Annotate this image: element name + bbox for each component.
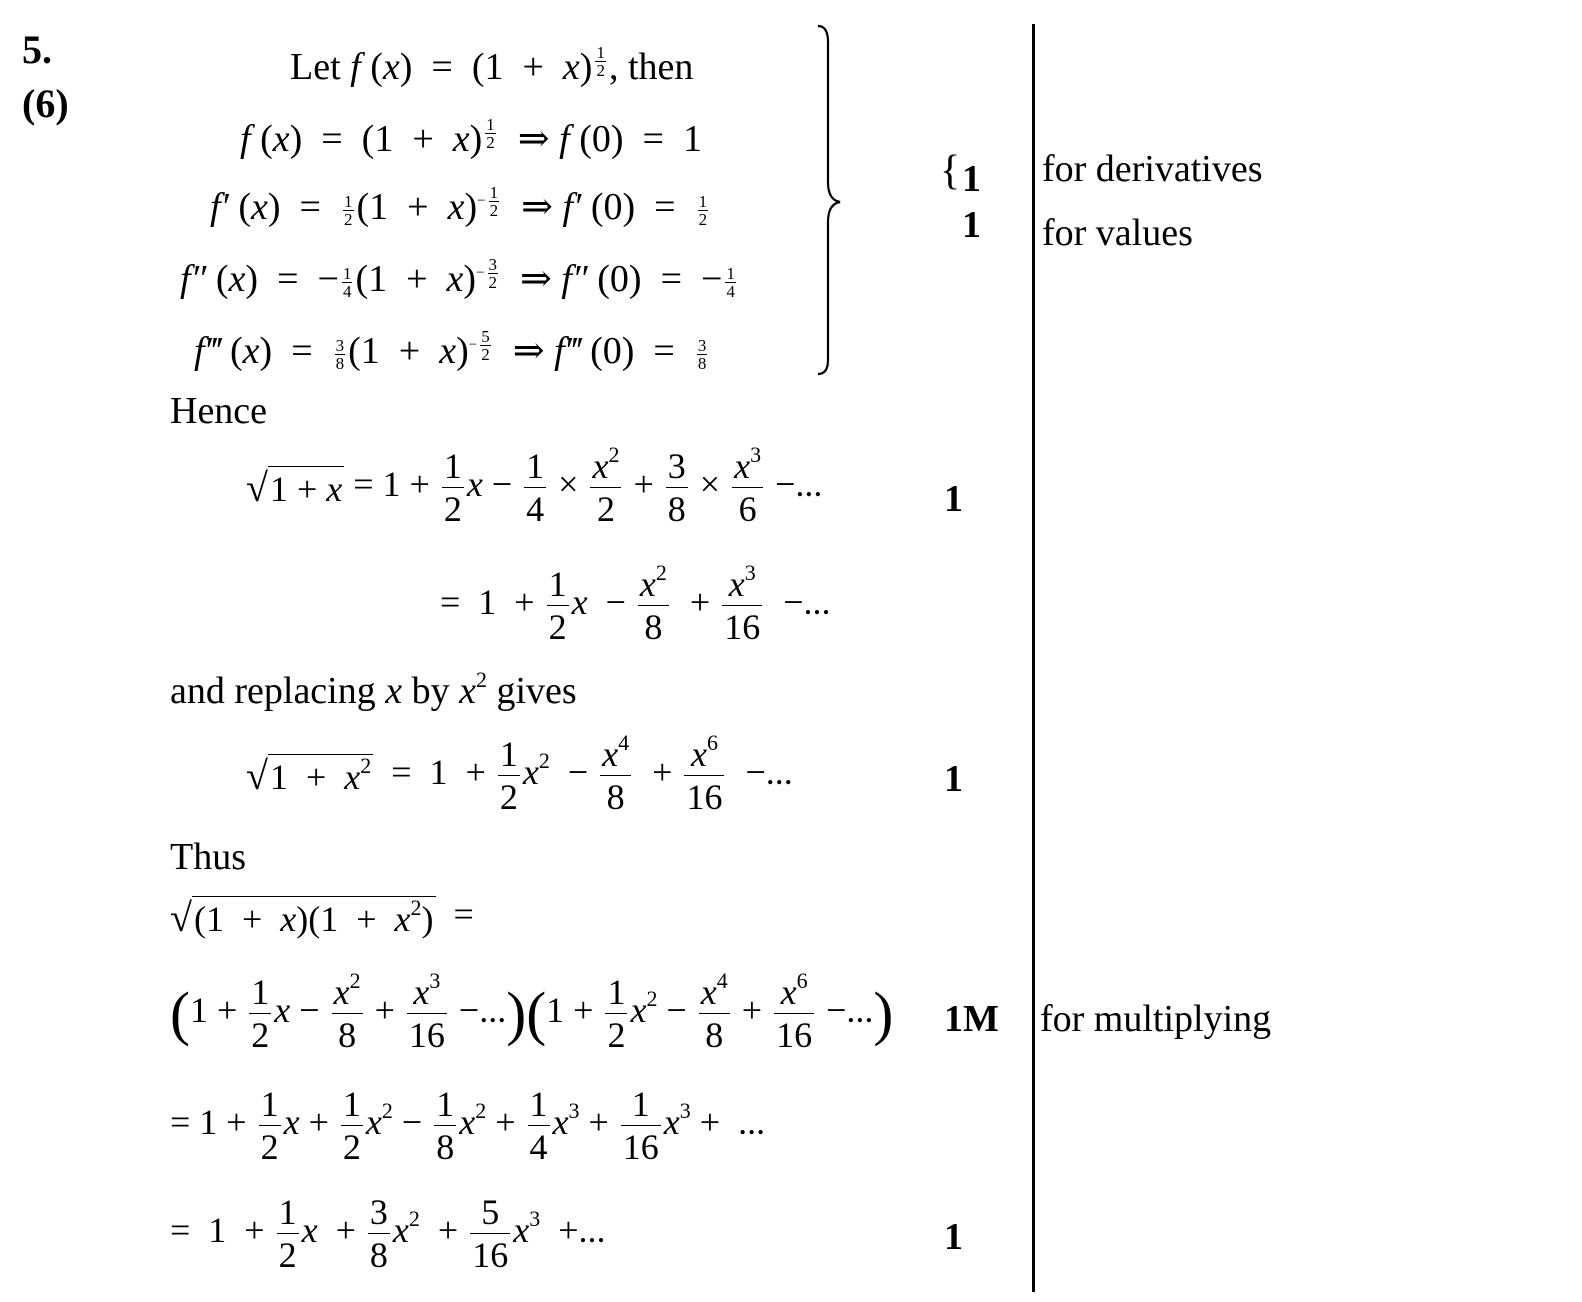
derivative-row-2: f″ (x) = − $\frac{1}{4}$ $(1 + x)^{- \frac{3}{2}}$ ⇒ f″ (0) = − $\frac{1}{4}$ — [180, 255, 735, 301]
thus-label: Thus — [170, 836, 246, 878]
replacing-line: and replacing x by $x^2$ gives — [170, 667, 577, 712]
product-line: (1 + $\frac{1}{2}$ x − $\frac{x^2}{8}$ + $\frac{x^3}{16}$ −...)(1 + $\frac{1}{2}$ $x^2$ − $\frac{x^4}{8}$ + $\frac{x^6}{16}$ −...) — [170, 968, 894, 1055]
derivative-row-1: f′ (x) = $\frac{1}{2}$ $(1 + x)^{- \frac{1}{2}}$ ⇒ f′ (0) = $\frac{1}{2}$ — [210, 183, 708, 229]
expand-line-1: = 1 + $\frac{1}{2}$ x + $\frac{1}{2}$ $x^2$ − $\frac{1}{8}$ $x^2$ + $\frac{1}{4}$ $x^3$ + $\frac{1}{16}$ $x^3$ + ... — [170, 1084, 766, 1167]
expand-line-2: = 1 + $\frac{1}{2}$ x + $\frac{3}{8}$ $x^2$ + $\frac{5}{16}$ $x^3$ +... — [170, 1192, 606, 1275]
left-brace-icon: { — [940, 148, 961, 194]
note-values: for values — [1042, 212, 1193, 254]
question-marks: (6) — [22, 81, 69, 126]
question-number: 5. — [22, 27, 52, 72]
mark-values: 1 — [962, 204, 981, 246]
let-line: Let f (x) = (1 + x) $^{\frac{1}{2}}$ , then — [290, 43, 694, 88]
hence-label: Hence — [170, 390, 268, 432]
mark-derivatives: 1 — [962, 158, 981, 200]
mark-series: 1 — [944, 478, 963, 520]
series-line-1: √1 + x = 1 + $\frac{1}{2}$ x − $\frac{1}{4}$ × $\frac{x^2}{2}$ + $\frac{3}{8}$ × $\frac{x^3}{6}$ −... — [246, 442, 823, 529]
mark-replace: 1 — [944, 758, 963, 800]
margin-divider — [1032, 24, 1035, 1292]
right-brace-icon — [812, 22, 852, 378]
series-line-2: = 1 + $\frac{1}{2}$ x − $\frac{x^2}{8}$ + $\frac{x^3}{16}$ −... — [440, 560, 831, 647]
derivative-row-0: f (x) = (1 + x) $^{\frac{1}{2}}$ ⇒ f (0) = 1 — [240, 115, 702, 160]
product-lhs: $√(1 + x)(1 + x^2)$ = — [170, 894, 474, 940]
mark-final: 1 — [944, 1216, 963, 1258]
series-line-3: $√1 + x^2 = 1$ + $\frac{1}{2}$ $x^2$ − $\frac{x^4}{8}$ + $\frac{x^6}{16}$ −... — [246, 730, 793, 817]
note-derivatives: for derivatives — [1042, 148, 1263, 190]
note-multiplying: for multiplying — [1040, 998, 1272, 1040]
mark-multiply: 1M — [944, 998, 999, 1040]
derivative-row-3: f‴ (x) = $\frac{3}{8}$ $(1 + x)^{- \frac{5}{2}}$ ⇒ f‴ (0) = $\frac{3}{8}$ — [194, 327, 707, 373]
